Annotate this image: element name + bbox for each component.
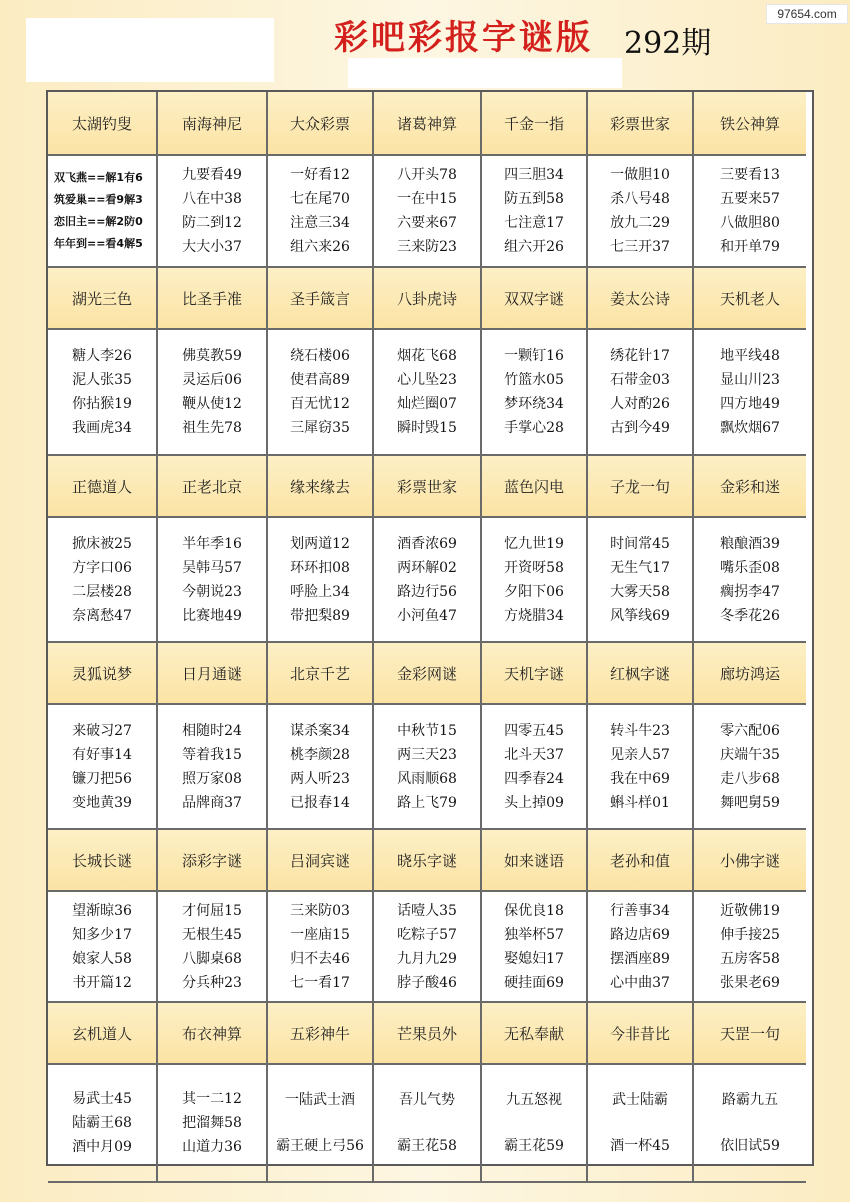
riddle-line: 硬挂面69 xyxy=(504,974,564,991)
riddle-line: 北斗天37 xyxy=(504,746,564,763)
riddle-line: 祖生先78 xyxy=(182,420,242,436)
riddle-line: 带把梨89 xyxy=(290,607,350,624)
riddle-line: 一做胆10 xyxy=(610,167,670,183)
column-header: 今非昔比 xyxy=(588,1003,694,1065)
riddle-line: 路上飞79 xyxy=(397,794,457,811)
riddle-line: 独举杯57 xyxy=(504,926,564,943)
riddle-line: 见亲人57 xyxy=(610,746,670,763)
riddle-line: 粮酿酒39 xyxy=(720,535,780,552)
column-header: 添彩字谜 xyxy=(158,830,268,892)
riddle-line: 路边店69 xyxy=(610,926,670,943)
riddle-line: 等着我15 xyxy=(182,746,242,763)
column-header: 南海神尼 xyxy=(158,92,268,156)
riddle-line: 烟花飞68 xyxy=(397,348,457,364)
riddle-line: 知多少17 xyxy=(72,926,132,943)
riddle-line: 瘸拐李47 xyxy=(720,583,780,600)
riddle-line: 镰刀把56 xyxy=(72,770,132,787)
riddle-line: 掀床被25 xyxy=(72,535,132,552)
riddle-line: 近敬佛19 xyxy=(720,902,780,919)
riddle-line: 杀八号48 xyxy=(610,191,670,207)
riddle-cell xyxy=(48,518,158,643)
riddle-cell xyxy=(374,1065,482,1183)
riddle-line: 七在尾70 xyxy=(290,191,350,207)
column-header: 八卦虎诗 xyxy=(374,268,482,330)
riddle-line: 划两道12 xyxy=(290,535,350,552)
riddle-line: 照万家08 xyxy=(182,770,242,787)
riddle-line: 八脚桌68 xyxy=(182,950,242,967)
riddle-cell xyxy=(48,330,158,456)
riddle-cell xyxy=(694,892,806,1003)
riddle-line: 山道力36 xyxy=(182,1139,242,1155)
column-header: 蓝色闪电 xyxy=(482,456,588,518)
riddle-line: 鞭从使12 xyxy=(182,396,242,412)
riddle-line: 飘炊烟67 xyxy=(720,420,780,436)
riddle-line: 张果老69 xyxy=(720,974,780,991)
riddle-cell xyxy=(588,1065,694,1183)
riddle-line: 地平线48 xyxy=(720,348,780,364)
column-header: 彩票世家 xyxy=(374,456,482,518)
riddle-line: 三犀窃35 xyxy=(290,420,350,436)
riddle-line: 行善事34 xyxy=(610,902,670,919)
column-header: 廊坊鸿运 xyxy=(694,643,806,705)
riddle-line: 娘家人58 xyxy=(72,950,132,967)
riddle-line: 环环扣08 xyxy=(290,559,350,576)
riddle-line: 把溜舞58 xyxy=(182,1115,242,1131)
riddle-line: 五房客58 xyxy=(720,950,780,967)
riddle-line: 陆霸王68 xyxy=(72,1115,132,1131)
watermark: 97654.com xyxy=(766,4,848,24)
riddle-line: 人对酌26 xyxy=(610,396,670,412)
riddle-line: 和开单79 xyxy=(720,239,780,255)
riddle-cell xyxy=(374,330,482,456)
column-header: 天机字谜 xyxy=(482,643,588,705)
column-header: 如来谜语 xyxy=(482,830,588,892)
column-header: 北京千艺 xyxy=(268,643,374,705)
riddle-line: 一颗钉16 xyxy=(504,348,564,364)
riddle-line: 灿烂圈07 xyxy=(397,396,457,412)
riddle-line: 梦环绕34 xyxy=(504,396,564,412)
riddle-cell xyxy=(588,518,694,643)
riddle-cell xyxy=(588,705,694,830)
riddle-line: 零六配06 xyxy=(720,722,780,739)
blank-box-left xyxy=(26,18,274,82)
riddle-line: 忆九世19 xyxy=(504,535,564,552)
riddle-line: 筑爱巢==看9解3 xyxy=(54,193,143,206)
riddle-cell xyxy=(268,705,374,830)
column-header: 玄机道人 xyxy=(48,1003,158,1065)
column-header: 圣手箴言 xyxy=(268,268,374,330)
riddle-line: 显山川23 xyxy=(720,372,780,388)
riddle-line: 三要看13 xyxy=(720,167,780,183)
riddle-cell xyxy=(374,156,482,268)
riddle-cell xyxy=(482,1065,588,1183)
column-header: 灵狐说梦 xyxy=(48,643,158,705)
column-header: 彩票世家 xyxy=(588,92,694,156)
riddle-line: 霸王硬上弓56 xyxy=(276,1138,364,1155)
riddle-line: 路边行56 xyxy=(397,583,457,600)
riddle-line: 风筝线69 xyxy=(610,607,670,624)
riddle-line: 六要来67 xyxy=(397,215,457,231)
riddle-line: 奈离愁47 xyxy=(72,607,132,624)
riddle-cell xyxy=(48,1065,158,1183)
column-header: 缘来缘去 xyxy=(268,456,374,518)
riddle-line: 防五到58 xyxy=(504,191,564,207)
riddle-line: 二层楼28 xyxy=(72,583,132,600)
riddle-line: 转斗牛23 xyxy=(610,722,670,739)
riddle-line: 保优良18 xyxy=(504,902,564,919)
column-header: 布衣神算 xyxy=(158,1003,268,1065)
riddle-line: 无根生45 xyxy=(182,926,242,943)
riddle-cell xyxy=(482,705,588,830)
riddle-line: 酒中月09 xyxy=(72,1139,132,1155)
riddle-line: 三来防23 xyxy=(397,239,457,255)
riddle-line: 风雨顺68 xyxy=(397,770,457,787)
riddle-cell xyxy=(158,892,268,1003)
riddle-line: 脖子酸46 xyxy=(397,974,457,991)
page-title: 彩吧彩报字谜版 xyxy=(334,18,593,58)
riddle-cell xyxy=(48,156,158,268)
riddle-cell xyxy=(374,892,482,1003)
riddle-line: 九要看49 xyxy=(182,167,242,183)
riddle-cell xyxy=(482,892,588,1003)
riddle-cell xyxy=(482,156,588,268)
column-header: 红枫字谜 xyxy=(588,643,694,705)
column-header: 小佛字谜 xyxy=(694,830,806,892)
riddle-line: 大雾天58 xyxy=(610,583,670,600)
riddle-line: 有好事14 xyxy=(72,746,132,763)
blank-box-center xyxy=(348,58,622,88)
riddle-line: 比赛地49 xyxy=(182,607,242,624)
riddle-cell xyxy=(588,156,694,268)
riddle-line: 其一二12 xyxy=(182,1091,242,1107)
riddle-line: 酒一杯45 xyxy=(610,1138,670,1155)
column-header: 老孙和值 xyxy=(588,830,694,892)
riddle-line: 七三开37 xyxy=(610,239,670,255)
riddle-line: 摆酒座89 xyxy=(610,950,670,967)
riddle-cell xyxy=(158,518,268,643)
riddle-line: 防二到12 xyxy=(182,215,242,231)
riddle-cell xyxy=(268,892,374,1003)
riddle-cell xyxy=(158,705,268,830)
riddle-line: 瞬时毁15 xyxy=(397,420,457,436)
riddle-line: 桃李颜28 xyxy=(290,746,350,763)
riddle-line: 四三胆34 xyxy=(504,167,564,183)
riddle-cell xyxy=(268,330,374,456)
riddle-line: 灵运后06 xyxy=(182,372,242,388)
riddle-line: 开资呀58 xyxy=(504,559,564,576)
column-header: 无私奉献 xyxy=(482,1003,588,1065)
riddle-line: 头上掉09 xyxy=(504,794,564,811)
riddle-cell xyxy=(48,705,158,830)
riddle-line: 呼脸上34 xyxy=(290,583,350,600)
riddle-cell xyxy=(374,705,482,830)
riddle-line: 吃粽子57 xyxy=(397,926,457,943)
riddle-line: 三来防03 xyxy=(290,902,350,919)
riddle-line: 书开篇12 xyxy=(72,974,132,991)
riddle-line: 路霸九五 xyxy=(722,1091,778,1108)
riddle-line: 走八步68 xyxy=(720,770,780,787)
column-header: 日月通谜 xyxy=(158,643,268,705)
riddle-line: 组六开26 xyxy=(504,239,564,255)
riddle-line: 组六来26 xyxy=(290,239,350,255)
riddle-cell xyxy=(694,1065,806,1183)
riddle-line: 我在中69 xyxy=(610,770,670,787)
column-header: 正老北京 xyxy=(158,456,268,518)
riddle-line: 变地黄39 xyxy=(72,794,132,811)
column-header: 太湖钓叟 xyxy=(48,92,158,156)
riddle-line: 霸王花59 xyxy=(504,1138,564,1155)
column-header: 金彩网谜 xyxy=(374,643,482,705)
riddle-line: 两人听23 xyxy=(290,770,350,787)
riddle-line: 无生气17 xyxy=(610,559,670,576)
riddle-line: 一座庙15 xyxy=(290,926,350,943)
column-header: 金彩和迷 xyxy=(694,456,806,518)
riddle-cell xyxy=(482,518,588,643)
riddle-line: 才何屈15 xyxy=(182,902,242,919)
issue-number: 292期 xyxy=(624,26,712,61)
riddle-line: 望渐晾36 xyxy=(72,902,132,919)
riddle-line: 年年到==看4解5 xyxy=(54,237,143,250)
riddle-line: 四季春24 xyxy=(504,770,564,787)
riddle-line: 四方地49 xyxy=(720,396,780,412)
riddle-line: 来破习27 xyxy=(72,722,132,739)
column-header: 正德道人 xyxy=(48,456,158,518)
riddle-line: 一在中15 xyxy=(397,191,457,207)
riddle-cell xyxy=(374,518,482,643)
riddle-line: 分兵种23 xyxy=(182,974,242,991)
riddle-line: 百无忧12 xyxy=(290,396,350,412)
riddle-line: 石带金03 xyxy=(610,372,670,388)
riddle-line: 庆端午35 xyxy=(720,746,780,763)
column-header: 诸葛神算 xyxy=(374,92,482,156)
riddle-cell xyxy=(694,518,806,643)
riddle-line: 嘴乐歪08 xyxy=(720,559,780,576)
riddle-line: 归不去46 xyxy=(290,950,350,967)
riddle-line: 心儿坠23 xyxy=(397,372,457,388)
riddle-line: 小河鱼47 xyxy=(397,607,457,624)
column-header: 长城长谜 xyxy=(48,830,158,892)
riddle-line: 九五怒视 xyxy=(506,1091,562,1108)
riddle-line: 心中曲37 xyxy=(610,974,670,991)
riddle-line: 方烧腊34 xyxy=(504,607,564,624)
riddle-line: 八开头78 xyxy=(397,167,457,183)
column-header: 比圣手准 xyxy=(158,268,268,330)
riddle-line: 吾儿气势 xyxy=(399,1091,455,1108)
riddle-line: 放九二29 xyxy=(610,215,670,231)
riddle-line: 五要来57 xyxy=(720,191,780,207)
riddle-line: 依旧试59 xyxy=(720,1138,780,1155)
riddle-line: 九月九29 xyxy=(397,950,457,967)
riddle-line: 今朝说23 xyxy=(182,583,242,600)
riddle-line: 武士陆霸 xyxy=(612,1091,668,1108)
riddle-line: 泥人张35 xyxy=(72,372,132,388)
riddle-line: 夕阳下06 xyxy=(504,583,564,600)
riddle-line: 品牌商37 xyxy=(182,794,242,811)
riddle-line: 糖人李26 xyxy=(72,348,132,364)
riddle-cell xyxy=(694,705,806,830)
riddle-line: 使君高89 xyxy=(290,372,350,388)
riddle-line: 四零五45 xyxy=(504,722,564,739)
column-header: 吕洞宾谜 xyxy=(268,830,374,892)
riddle-cell xyxy=(268,156,374,268)
riddle-line: 两三天23 xyxy=(397,746,457,763)
riddle-line: 竹篮水05 xyxy=(504,372,564,388)
riddle-line: 八在中38 xyxy=(182,191,242,207)
riddle-line: 双飞燕==解1有6 xyxy=(54,171,143,184)
column-header: 双双字谜 xyxy=(482,268,588,330)
riddle-line: 中秋节15 xyxy=(397,722,457,739)
riddle-line: 相随时24 xyxy=(182,722,242,739)
riddle-line: 霸王花58 xyxy=(397,1138,457,1155)
column-header: 千金一指 xyxy=(482,92,588,156)
column-header: 子龙一句 xyxy=(588,456,694,518)
column-header: 铁公神算 xyxy=(694,92,806,156)
riddle-line: 酒香浓69 xyxy=(397,535,457,552)
riddle-line: 娶媳妇17 xyxy=(504,950,564,967)
riddle-line: 注意三34 xyxy=(290,215,350,231)
riddle-line: 八做胆80 xyxy=(720,215,780,231)
riddle-cell xyxy=(158,330,268,456)
riddle-line: 话噎人35 xyxy=(397,902,457,919)
riddle-line: 一陆武士酒 xyxy=(285,1091,355,1108)
riddle-line: 七注意17 xyxy=(504,215,564,231)
column-header: 大众彩票 xyxy=(268,92,374,156)
riddle-line: 谋杀案34 xyxy=(290,722,350,739)
column-header: 天罡一句 xyxy=(694,1003,806,1065)
riddle-line: 舞吧舅59 xyxy=(720,794,780,811)
riddle-cell xyxy=(268,1065,374,1183)
riddle-line: 绕石楼06 xyxy=(290,348,350,364)
riddle-cell xyxy=(158,156,268,268)
riddle-cell xyxy=(588,892,694,1003)
riddle-cell xyxy=(694,156,806,268)
column-header: 晓乐字谜 xyxy=(374,830,482,892)
riddle-line: 我画虎34 xyxy=(72,420,132,436)
riddle-line: 蝌斗样01 xyxy=(610,794,670,811)
riddle-line: 恋旧主==解2防0 xyxy=(54,215,143,228)
riddle-cell xyxy=(588,330,694,456)
riddle-line: 佛莫教59 xyxy=(182,348,242,364)
riddle-line: 吴韩马57 xyxy=(182,559,242,576)
riddle-line: 方字口06 xyxy=(72,559,132,576)
riddle-cell xyxy=(48,892,158,1003)
riddle-line: 时间常45 xyxy=(610,535,670,552)
riddle-line: 古到今49 xyxy=(610,420,670,436)
riddle-table xyxy=(46,90,814,1166)
riddle-line: 你拈猴19 xyxy=(72,396,132,412)
riddle-line: 两环解02 xyxy=(397,559,457,576)
riddle-line: 七一看17 xyxy=(290,974,350,991)
riddle-cell xyxy=(694,330,806,456)
riddle-cell xyxy=(482,330,588,456)
riddle-line: 手掌心28 xyxy=(504,420,564,436)
riddle-cell xyxy=(268,518,374,643)
riddle-line: 冬季花26 xyxy=(720,607,780,624)
column-header: 天机老人 xyxy=(694,268,806,330)
column-header: 五彩神牛 xyxy=(268,1003,374,1065)
riddle-line: 伸手接25 xyxy=(720,926,780,943)
riddle-line: 一好看12 xyxy=(290,167,350,183)
column-header: 姜太公诗 xyxy=(588,268,694,330)
riddle-line: 半年季16 xyxy=(182,535,242,552)
riddle-line: 已报春14 xyxy=(290,794,350,811)
riddle-line: 易武士45 xyxy=(72,1091,132,1107)
riddle-line: 绣花针17 xyxy=(610,348,670,364)
column-header: 湖光三色 xyxy=(48,268,158,330)
riddle-cell xyxy=(158,1065,268,1183)
column-header: 芒果员外 xyxy=(374,1003,482,1065)
riddle-line: 大大小37 xyxy=(182,239,242,255)
